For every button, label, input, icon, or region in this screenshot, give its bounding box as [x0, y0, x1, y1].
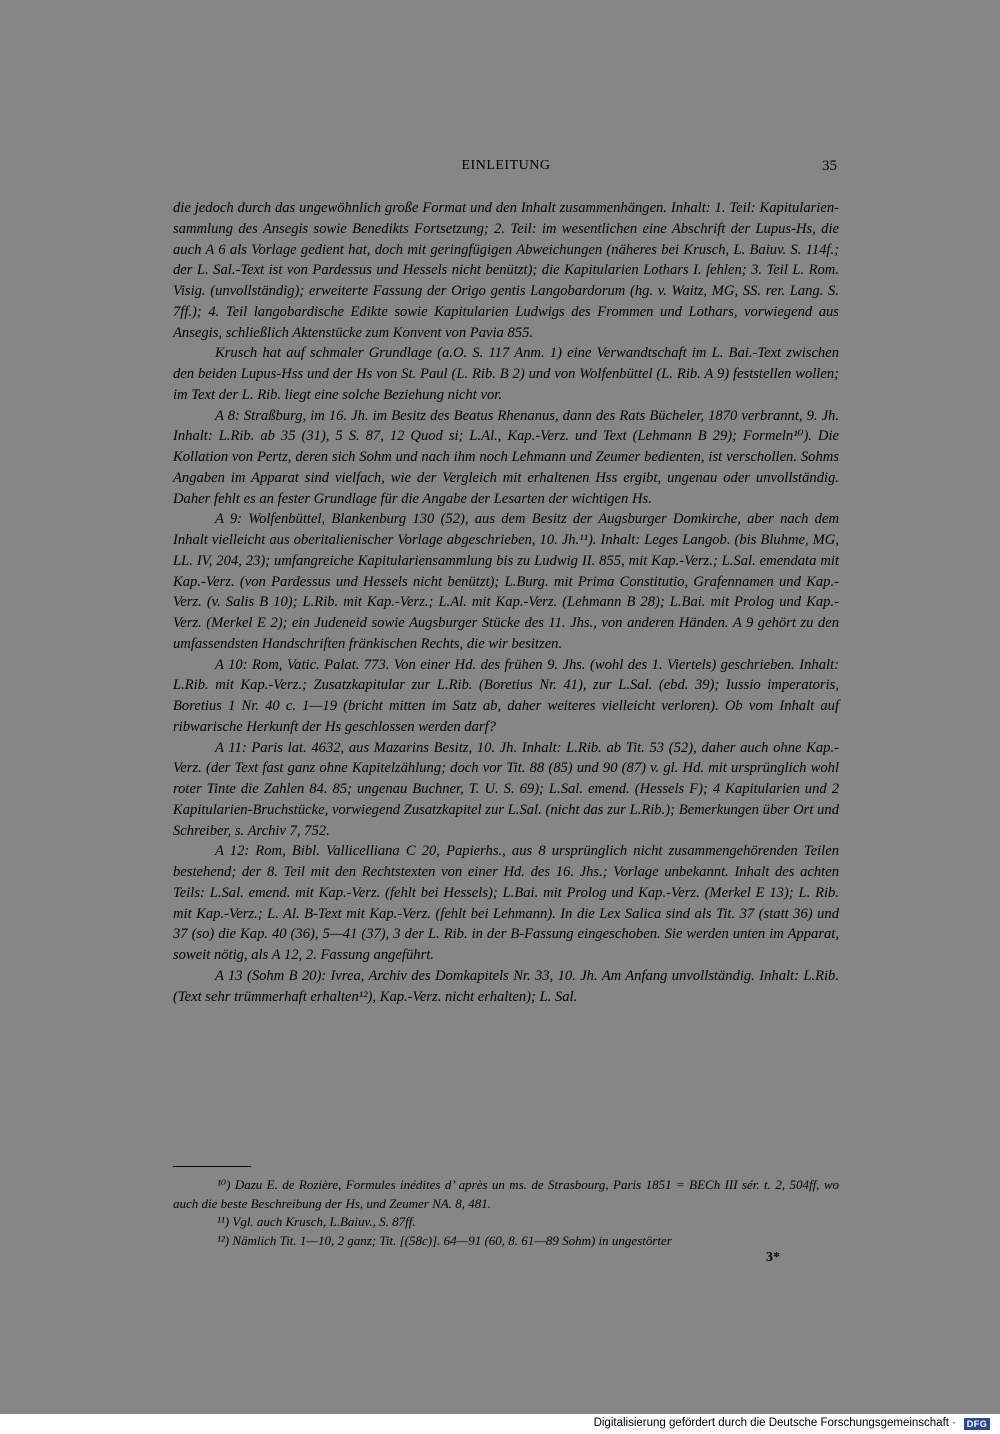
paragraph: A 12: Rom, Bibl. Vallicelliana C 20, Papierhs., aus 8 ursprünglich nicht zusammengehörenden Teilen bestehend; der 8. Teil mit den Rechtstexten von einer Hd. des 16. Jhs.; Vorlage unbekannt. Inhalt des achten Teils: L.Sal. emend. mit Kap.-Verz. (fehlt bei Hessels); L.Bai. mit Prolog und Kap.-Verz. (Merkel E 13); L. Rib. mit Kap.-Verz.; L. Al. B-Text mit Kap.-Verz. (fehlt bei Lehmann). In die Lex Salica sind als Tit. 37 (statt 36) und 37 (so) die Kap. 40 (36), 5—41 (37), 3 der L. Rib. in der B-Fassung eingeschoben. Sie werden unten im Apparat, soweit nötig, als A 12, 2. Fassung angeführt. — [173, 843, 839, 963]
main-text — [173, 198, 839, 1007]
footnotes — [173, 1176, 839, 1250]
dfg-logo-text: DFG — [964, 1418, 991, 1430]
footnote-divider — [173, 1166, 251, 1167]
page-header — [173, 158, 839, 180]
paragraph: die jedoch durch das ungewöhnlich große Format und den Inhalt zusammenhängen. Inhalt: 1. Teil: Kapitulariensammlung des Ansegis sowie Benedikts Fortsetzung; 2. Teil: im wesentlichen eine Abschrift der Lupus-Hs, die auch A 6 als Vorlage gedient hat, doch mit geringfügigen Abweichungen (näheres bei Krusch, L. Baiuv. S. 114f.; der L. Sal.-Text ist von Pardessus und Hessels nicht benützt); die Kapitularien Lothars I. fehlen; 3. Teil L. Rom. Visig. (unvollständig); erweiterte Fassung der Origo gentis Langobardorum (hg. v. Waitz, MG, SS. rer. Lang. S. 7ff.); 4. Teil langobardische Edikte sowie Kapitularien Ludwigs des Frommen und Lothars, vorwiegend aus Ansegis, schließlich Aktenstücke zum Konvent von Pavia 855. — [173, 200, 839, 341]
paragraph: A 10: Rom, Vatic. Palat. 773. Von einer Hd. des frühen 9. Jhs. (wohl des 1. Viertels) geschrieben. Inhalt: L.Rib. mit Kap.-Verz.; Zusatzkapitular zur L.Rib. (Boretius Nr. 41), zur L.Sal. (ebd. 39); Iussio imperatoris, Boretius 1 Nr. 40 c. 1—19 (bricht mitten im Satz ab, daher weiteres vielleicht verloren). Ob vom Inhalt auf ribwarische Herkunft der Hs geschlossen werden darf? — [173, 656, 839, 735]
footer-bar — [0, 1414, 1000, 1434]
footnote: ¹¹) Vgl. auch Krusch, L.Baiuv., S. 87ff. — [217, 1214, 416, 1229]
paragraph: A 9: Wolfenbüttel, Blankenburg 130 (52), aus dem Besitz der Augsburger Domkirche, aber nach dem Inhalt vielleicht aus oberitalienischer Vorlage abgeschrieben, 10. Jh.¹¹). Inhalt: Leges Langob. (bis Bluhme, MG, LL. IV, 204, 23); umfangreiche Kapitulariensammlung bis zu Ludwig II. 855, mit Kap.-Verz.; L.Sal. emendata mit Kap.-Verz. (von Pardessus und Hessels nicht benützt); L.Burg. mit Prima Constitutio, Grafennamen und Kap.-Verz. (v. Salis B 10); L.Rib. mit Kap.-Verz.; L.Al. mit Kap.-Verz. (Lehmann B 28); L.Bai. mit Prolog und Kap.-Verz. (Merkel E 2); ein Judeneid sowie Augsburger Stücke des 11. Jhs., von anderen Händen. A 9 gehört zu den umfassendsten Handschriften fränkischen Rechts, die wir besitzen. — [173, 511, 839, 652]
digitization-credit: Digitalisierung gefördert durch die Deutsche Forschungsgemeinschaft · — [593, 1417, 956, 1429]
paragraph: A 13 (Sohm B 20): Ivrea, Archiv des Domkapitels Nr. 33, 10. Jh. Am Anfang unvollständig. Inhalt: L.Rib. (Text sehr trümmerhaft erhalten¹²), Kap.-Verz. nicht erhalten); L. Sal. — [173, 967, 839, 1005]
paragraph: A 11: Paris lat. 4632, aus Mazarins Besitz, 10. Jh. Inhalt: L.Rib. ab Tit. 53 (52), daher auch ohne Kap.-Verz. (der Text fast ganz ohne Kapitelzählung; doch vor Tit. 88 (85) und 90 (87) v. gl. Hd. mit ursprünglich wohl roter Tinte die Zahlen 84. 85; ungenau Buchner, T. U. S. 69); L.Sal. emend. (Hessels F); 4 Kapitularien und 2 Kapitularien-Bruchstücke, vorwiegend Zusatzkapitel zur L.Sal. (nicht das zur L.Rib.); Bemerkungen über Ort und Schreiber, s. Archiv 7, 752. — [173, 739, 839, 839]
paragraph: Krusch hat auf schmaler Grundlage (a.O. S. 117 Anm. 1) eine Verwandtschaft im L. Bai.-Text zwischen den beiden Lupus-Hss und der Hs von St. Paul (L. Rib. B 2) und von Wolfenbüttel (L. Rib. A 9) feststellen wollen; im Text der L. Rib. liegt eine solche Beziehung nicht vor. — [173, 345, 839, 403]
running-title: EINLEITUNG — [461, 158, 551, 173]
signature-mark: 3* — [766, 1250, 780, 1265]
dfg-logo[interactable] — [960, 1417, 994, 1431]
page-number: 35 — [822, 158, 837, 174]
footnote: ¹²) Nämlich Tit. 1—10, 2 ganz; Tit. [(58c)]. 64—91 (60, 8. 61—89 Sohm) in ungestörter — [217, 1232, 672, 1248]
footnote: ¹⁰) Dazu E. de Rozière, Formules inédites d’ après un ms. de Strasbourg, Paris 1851 = BECh III sér. t. 2, 504ff, wo auch die beste Beschreibung der Hs, und Zeumer NA. 8, 481. — [173, 1177, 839, 1211]
paragraph: A 8: Straßburg, im 16. Jh. im Besitz des Beatus Rhenanus, dann des Rats Bücheler, 1870 verbrannt, 9. Jh. Inhalt: L.Rib. ab 35 (31), 5 S. 87, 12 Quod si; L.Al., Kap.-Verz. und Text (Lehmann B 29); Formeln¹⁰). Die Kollation von Pertz, deren sich Sohm und nach ihm noch Lehmann und Zeumer bedienten, ist verschollen. Sohms Angaben im Apparat sind vielfach, wie der Vergleich mit erhaltenen Hss ergibt, ungenau oder unvollständig. Daher fehlt es an fester Grundlage für die Angabe der Lesarten der wichtigen Hs. — [173, 407, 839, 507]
